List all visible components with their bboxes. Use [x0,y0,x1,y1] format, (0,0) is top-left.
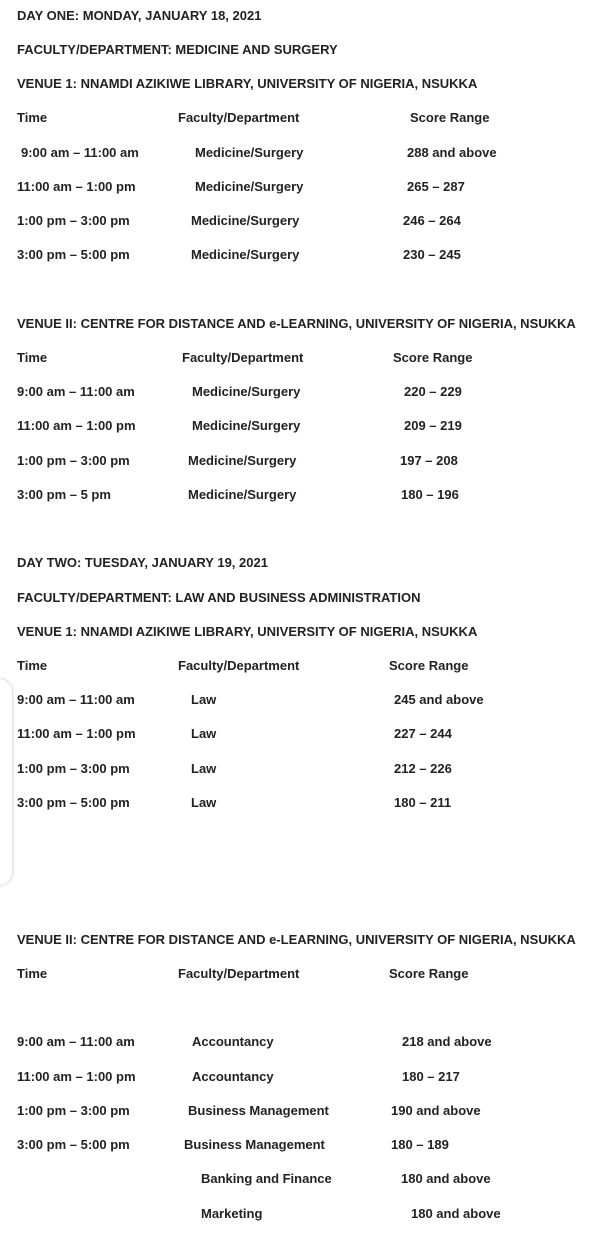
table-cell-faculty: Law [191,692,217,707]
table-cell-score: 246 – 264 [403,213,461,228]
header-score-range: Score Range [389,658,469,673]
table-cell-time: 1:00 pm – 3:00 pm [17,453,130,468]
table-cell-time: 3:00 pm – 5:00 pm [17,795,130,810]
table-cell-time: 9:00 am – 11:00 am [17,384,135,399]
table-cell-time: 3:00 pm – 5 pm [17,487,111,502]
table-cell-faculty: Medicine/Surgery [191,247,300,262]
table-cell-time: 3:00 pm – 5:00 pm [17,1137,130,1152]
table-cell-time: 9:00 am – 11:00 am [17,692,135,707]
day-one-faculty: FACULTY/DEPARTMENT: MEDICINE AND SURGERY [17,42,338,57]
table-cell-faculty: Accountancy [192,1034,274,1049]
table-cell-faculty: Medicine/Surgery [192,384,301,399]
table-cell-faculty: Medicine/Surgery [195,179,304,194]
table-cell-faculty: Business Management [188,1103,329,1118]
table-cell-score: 230 – 245 [403,247,461,262]
table-cell-score: 218 and above [402,1034,492,1049]
day-two-venue-1-title: VENUE 1: NNAMDI AZIKIWE LIBRARY, UNIVERSITY OF NIGERIA, NSUKKA [17,624,478,639]
day-two-faculty: FACULTY/DEPARTMENT: LAW AND BUSINESS ADMINISTRATION [17,590,421,605]
table-cell-score: 180 – 211 [394,795,452,810]
header-time: Time [17,350,48,365]
table-cell-faculty: Medicine/Surgery [192,418,301,433]
table-cell-faculty: Accountancy [192,1069,274,1084]
table-cell-time: 11:00 am – 1:00 pm [17,179,136,194]
table-cell-faculty: Medicine/Surgery [188,487,297,502]
table-cell-time: 11:00 am – 1:00 pm [17,1069,136,1084]
table-cell-score: 220 – 229 [404,384,462,399]
header-time: Time [17,110,48,125]
day-one-venue-1-title: VENUE 1: NNAMDI AZIKIWE LIBRARY, UNIVERSITY OF NIGERIA, NSUKKA [17,76,478,91]
table-cell-faculty: Medicine/Surgery [188,453,297,468]
table-cell-score: 212 – 226 [394,761,452,776]
table-cell-faculty: Marketing [201,1206,263,1221]
table-cell-faculty: Medicine/Surgery [195,145,304,160]
header-faculty: Faculty/Department [178,966,300,981]
table-cell-score: 180 and above [411,1206,501,1221]
header-faculty: Faculty/Department [178,110,300,125]
header-score-range: Score Range [389,966,469,981]
table-cell-score: 209 – 219 [404,418,462,433]
table-cell-time: 11:00 am – 1:00 pm [17,726,136,741]
table-cell-time: 11:00 am – 1:00 pm [17,418,136,433]
table-cell-faculty: Business Management [184,1137,325,1152]
table-cell-score: 197 – 208 [400,453,458,468]
table-cell-faculty: Medicine/Surgery [191,213,300,228]
header-score-range: Score Range [410,110,490,125]
day-two-heading: DAY TWO: TUESDAY, JANUARY 19, 2021 [17,555,268,570]
table-cell-faculty: Law [191,726,217,741]
day-one-venue-2-title: VENUE II: CENTRE FOR DISTANCE AND e-LEARNING, UNIVERSITY OF NIGERIA, NSUKKA [17,316,576,331]
table-cell-score: 245 and above [394,692,484,707]
header-score-range: Score Range [393,350,473,365]
day-one-heading: DAY ONE: MONDAY, JANUARY 18, 2021 [17,8,262,23]
table-cell-time: 9:00 am – 11:00 am [21,145,139,160]
table-cell-faculty: Banking and Finance [201,1171,332,1186]
side-panel-tab[interactable] [0,678,13,886]
table-cell-score: 180 and above [401,1171,491,1186]
table-cell-time: 9:00 am – 11:00 am [17,1034,135,1049]
table-cell-score: 180 – 196 [401,487,459,502]
header-faculty: Faculty/Department [178,658,300,673]
table-cell-score: 288 and above [407,145,497,160]
header-faculty: Faculty/Department [182,350,304,365]
header-time: Time [17,658,48,673]
table-cell-time: 3:00 pm – 5:00 pm [17,247,130,262]
table-cell-score: 265 – 287 [407,179,465,194]
table-cell-score: 190 and above [391,1103,481,1118]
day-two-venue-2-title: VENUE II: CENTRE FOR DISTANCE AND e-LEARNING, UNIVERSITY OF NIGERIA, NSUKKA [17,932,576,947]
table-cell-time: 1:00 pm – 3:00 pm [17,213,130,228]
table-cell-faculty: Law [191,795,217,810]
table-cell-score: 180 – 189 [391,1137,449,1152]
header-time: Time [17,966,48,981]
table-cell-time: 1:00 pm – 3:00 pm [17,1103,130,1118]
table-cell-score: 180 – 217 [402,1069,460,1084]
table-cell-time: 1:00 pm – 3:00 pm [17,761,130,776]
table-cell-faculty: Law [191,761,217,776]
table-cell-score: 227 – 244 [394,726,452,741]
